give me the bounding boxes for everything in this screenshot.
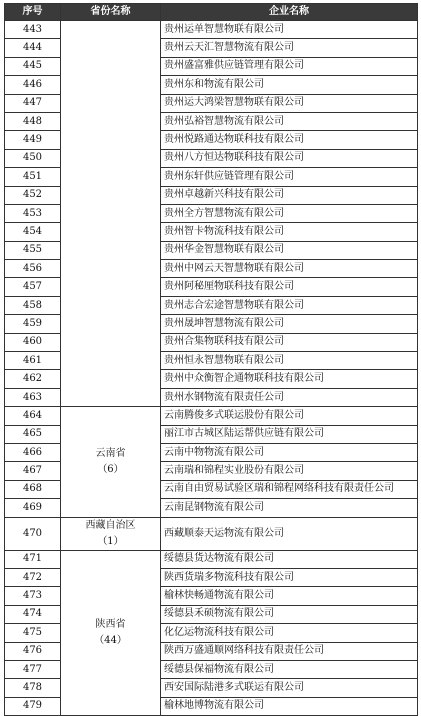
row-index: 478	[5, 679, 61, 697]
company-name: 化亿运物流科技有限公司	[161, 624, 418, 642]
company-name: 西藏顺泰天运物流有限公司	[161, 517, 418, 550]
company-name: 陕西货瑞多物流科技有限公司	[161, 568, 418, 586]
header-company: 企业名称	[161, 4, 418, 21]
company-name: 贵州运大鸿梁智慧物联有限公司	[161, 94, 418, 112]
company-name: 贵州八方恒达物联科技有限公司	[161, 149, 418, 167]
company-name: 云南昆钢物流有限公司	[161, 499, 418, 517]
row-index: 454	[5, 223, 61, 241]
province-name: 云南省	[95, 447, 126, 459]
province-count: （44）	[94, 634, 127, 646]
company-name: 贵州盛富雅供应链管理有限公司	[161, 57, 418, 75]
company-name: 云南瑞和锦程实业股份有限公司	[161, 462, 418, 480]
row-index: 444	[5, 39, 61, 57]
row-index: 479	[5, 697, 61, 715]
row-index: 469	[5, 499, 61, 517]
row-index: 466	[5, 443, 61, 461]
row-index: 445	[5, 57, 61, 75]
table-body	[5, 21, 418, 716]
row-index: 470	[5, 517, 61, 550]
row-index: 473	[5, 587, 61, 605]
row-index: 468	[5, 480, 61, 498]
company-name: 云南中物物流有限公司	[161, 443, 418, 461]
row-index: 474	[5, 605, 61, 623]
row-index: 459	[5, 315, 61, 333]
table-row	[5, 550, 418, 568]
company-name: 贵州东轩供应链管理有限公司	[161, 168, 418, 186]
table-row	[5, 407, 418, 425]
company-name: 贵州志合宏途智慧物联有限公司	[161, 296, 418, 314]
row-index: 446	[5, 76, 61, 94]
row-index: 456	[5, 260, 61, 278]
company-name: 贵州弘裕智慧物流有限公司	[161, 112, 418, 130]
enterprise-table	[4, 3, 418, 716]
row-index: 465	[5, 425, 61, 443]
province-cell	[61, 407, 161, 517]
row-index: 448	[5, 112, 61, 130]
table-row	[5, 517, 418, 550]
company-name: 云南自由贸易试验区瑞和锦程网络科技有限责任公司	[161, 480, 418, 498]
row-index: 463	[5, 388, 61, 406]
province-cell	[61, 550, 161, 716]
province-count: （1）	[97, 535, 124, 547]
province-count: （6）	[97, 463, 124, 475]
company-name: 贵州阿秘厘物联科技有限公司	[161, 278, 418, 296]
table-row	[5, 21, 418, 39]
row-index: 471	[5, 550, 61, 568]
company-name: 贵州东和物流有限公司	[161, 76, 418, 94]
row-index: 476	[5, 642, 61, 660]
company-name: 贵州卓越新兴科技有限公司	[161, 186, 418, 204]
company-name: 贵州悦路通达物联科技有限公司	[161, 131, 418, 149]
company-name: 绥德县禾硕物流有限公司	[161, 605, 418, 623]
row-index: 458	[5, 296, 61, 314]
company-name: 贵州晟坤智慧物流有限公司	[161, 315, 418, 333]
company-name: 贵州水钢物流有限责任公司	[161, 388, 418, 406]
company-name: 绥德县保福物流有限公司	[161, 660, 418, 678]
row-index: 449	[5, 131, 61, 149]
row-index: 460	[5, 333, 61, 351]
company-name: 贵州云天汇智慧物流有限公司	[161, 39, 418, 57]
row-index: 447	[5, 94, 61, 112]
company-name: 绥德县货达物流有限公司	[161, 550, 418, 568]
row-index: 462	[5, 370, 61, 388]
company-name: 榆林地博物流有限公司	[161, 697, 418, 715]
row-index: 455	[5, 241, 61, 259]
company-name: 贵州运单智慧物联有限公司	[161, 21, 418, 39]
company-name: 贵州全方智慧物流有限公司	[161, 204, 418, 222]
company-name: 贵州中众衡智企通物联科技有限公司	[161, 370, 418, 388]
row-index: 475	[5, 624, 61, 642]
row-index: 472	[5, 568, 61, 586]
company-name: 贵州恒永智慧物联有限公司	[161, 352, 418, 370]
row-index: 477	[5, 660, 61, 678]
company-name: 西安国际陆港多式联运有限公司	[161, 679, 418, 697]
row-index: 467	[5, 462, 61, 480]
company-name: 云南腾俊多式联运股份有限公司	[161, 407, 418, 425]
company-name: 丽江市古城区陆运帮供应链有限公司	[161, 425, 418, 443]
header-province: 省份名称	[61, 4, 161, 21]
row-index: 464	[5, 407, 61, 425]
company-name: 贵州中网云天智慧物联有限公司	[161, 260, 418, 278]
company-name: 陕西万盛通顺网络科技有限责任公司	[161, 642, 418, 660]
table-header-row	[5, 4, 418, 21]
row-index: 461	[5, 352, 61, 370]
province-cell	[61, 517, 161, 550]
row-index: 451	[5, 168, 61, 186]
row-index: 453	[5, 204, 61, 222]
province-name: 西藏自治区	[85, 519, 136, 531]
header-index: 序号	[5, 4, 61, 21]
province-name: 陕西省	[95, 618, 126, 630]
row-index: 457	[5, 278, 61, 296]
company-name: 榆林快畅通物流有限公司	[161, 587, 418, 605]
row-index: 443	[5, 21, 61, 39]
company-name: 贵州合集物联科技有限公司	[161, 333, 418, 351]
company-name: 贵州智卡物流科技有限公司	[161, 223, 418, 241]
province-cell	[61, 21, 161, 407]
company-name: 贵州华金智慧物联有限公司	[161, 241, 418, 259]
row-index: 452	[5, 186, 61, 204]
row-index: 450	[5, 149, 61, 167]
